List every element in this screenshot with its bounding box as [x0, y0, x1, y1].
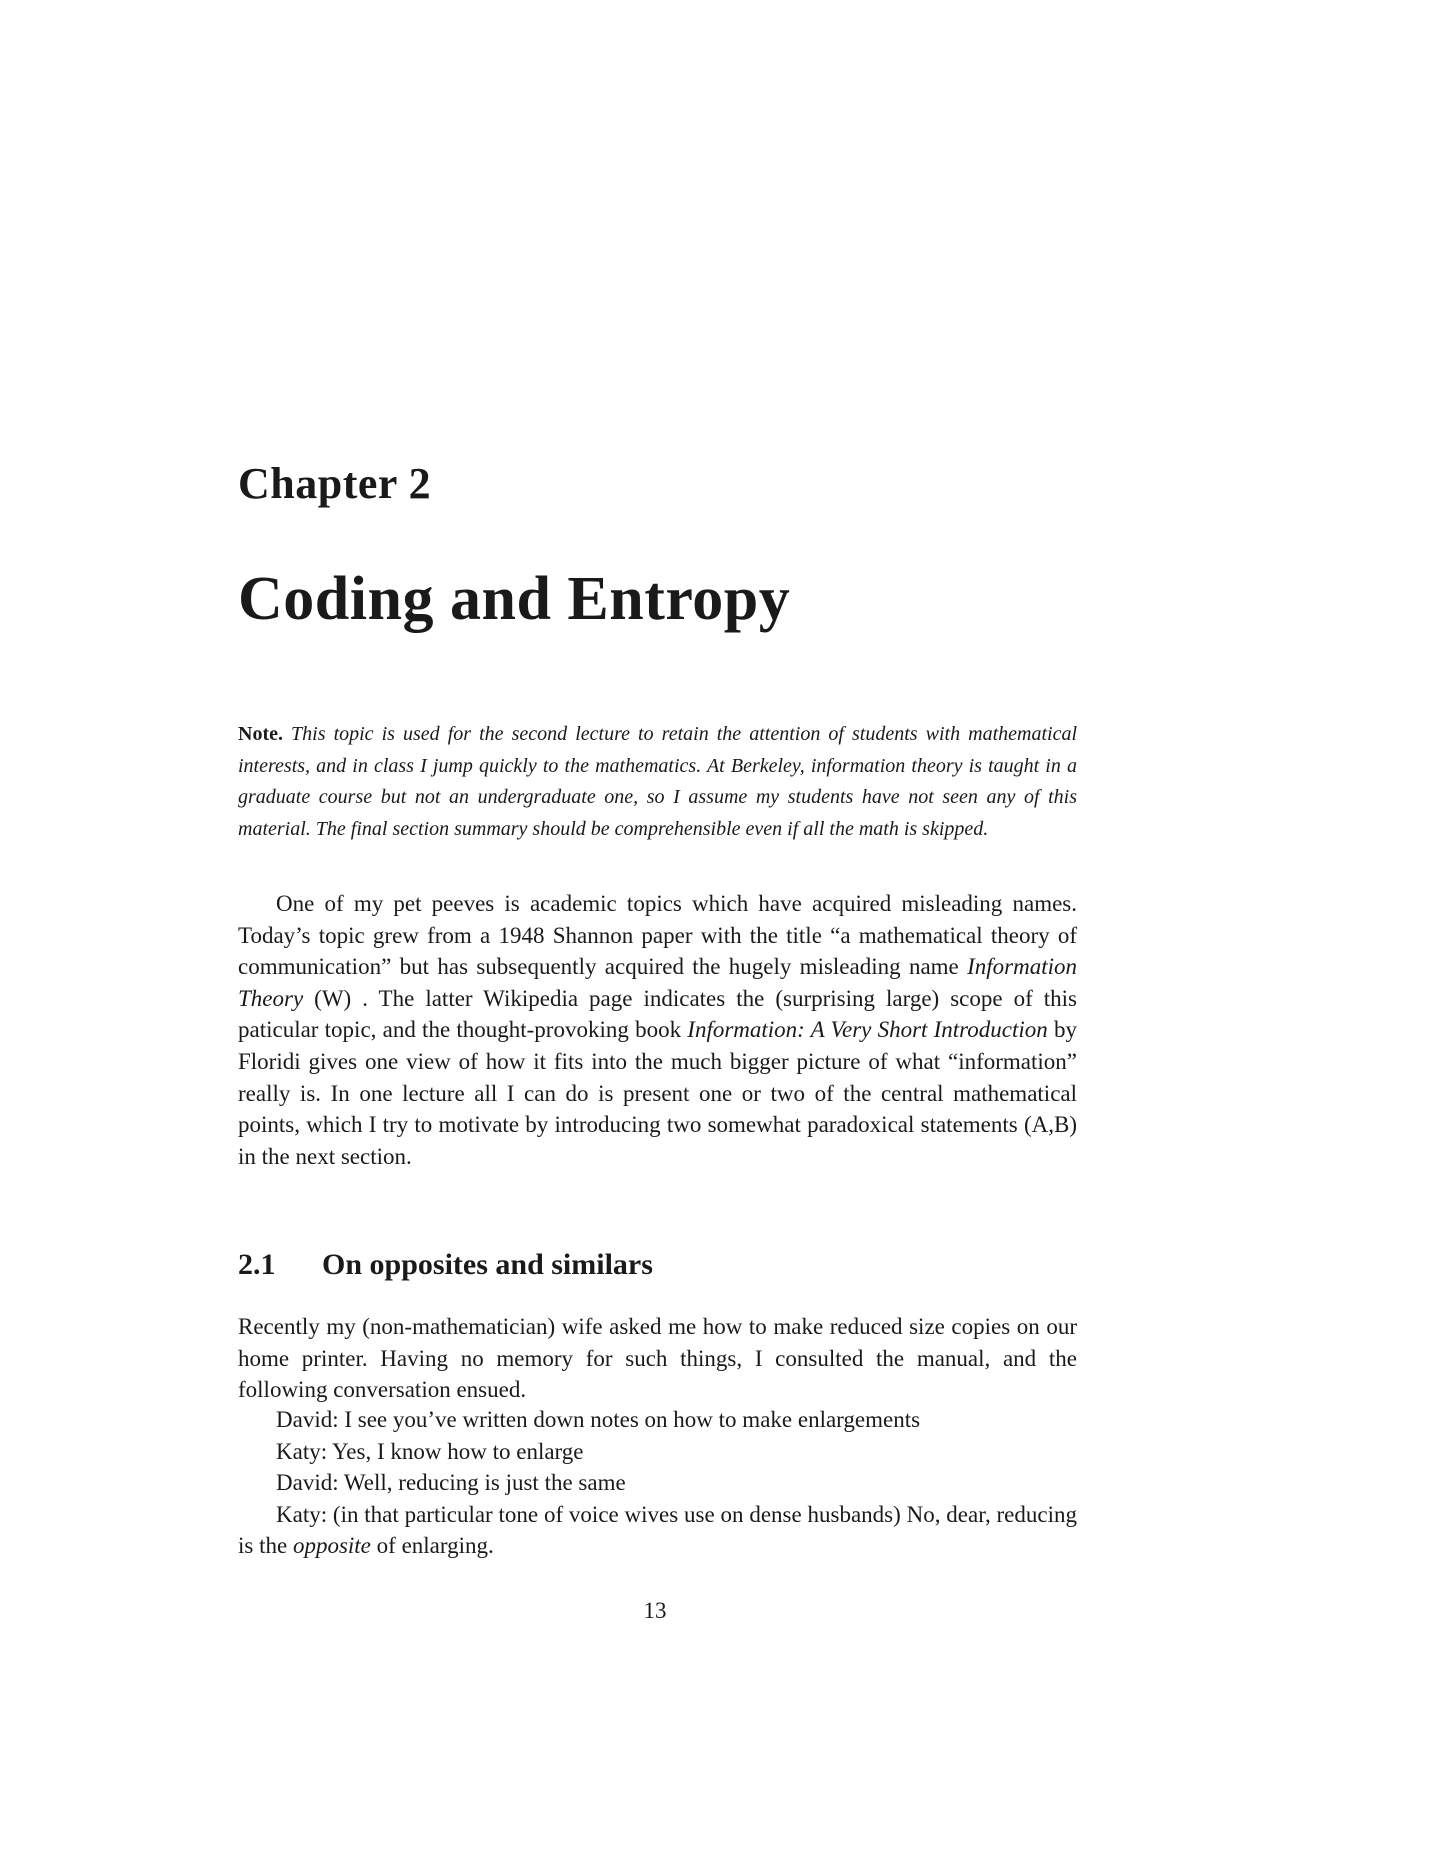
chapter-title: Coding and Entropy: [238, 565, 791, 633]
intro-text-3: by Floridi gives one view of how it fits into the much bigger picture of what “information” really is. In one lecture all I can do is present one or two of the central mathematical points, which I try to motivate by introducing two somewhat paradoxical statements (A,B) in the next section.: [238, 1017, 1077, 1169]
intro-paragraph: [238, 888, 1077, 1172]
dialogue-line-1: David: I see you’ve written down notes on how to make enlargements: [276, 1407, 921, 1432]
section-heading: [238, 1250, 1077, 1280]
note-paragraph: [238, 719, 1077, 845]
section-title: On opposites and similars: [322, 1248, 653, 1281]
intro-italic-book-title: Information: A Very Short Introduction: [687, 1017, 1048, 1043]
section-paragraph: Recently my (non-mathematician) wife asked me how to make reduced size copies on our home printer. Having no memory for such things, I consulted the manual, and the following conversation ensued.: [238, 1314, 1077, 1403]
section-number: 2.1: [238, 1248, 276, 1281]
intro-italic-information-theory: Information Theory: [238, 954, 1077, 1011]
chapter-label: Chapter 2: [238, 459, 432, 508]
dialogue-line-2: Katy: Yes, I know how to enlarge: [276, 1438, 584, 1464]
dialogue-line-4-text-2: of enlarging.: [370, 1533, 494, 1559]
note-body: This topic is used for the second lecture to retain the attention of students with mathematical interests, and in class I jump quickly to the mathematics. At Berkeley, information theory is taught in a graduate course but not an undergraduate one, so I assume my students have not seen any of this material. The final section summary should be comprehensible even if all the math is skipped.: [238, 723, 1078, 840]
intro-text-2: (W) . The latter Wikipedia page indicates the (surprising large) scope of this paticular topic, and the thought-provoking book: [238, 985, 1077, 1043]
page-number: 13: [643, 1598, 667, 1623]
dialogue-line-4-text-1: Katy: (in that particular tone of voice wives use on dense husbands) No, dear, reducing is the: [238, 1501, 1077, 1559]
dialogue: [238, 1404, 1077, 1562]
note-heading: Note.: [238, 723, 283, 745]
dialogue-line-3: David: Well, reducing is just the same: [276, 1470, 626, 1496]
intro-text-1: One of my pet peeves is academic topics which have acquired misleading names. Today’s topic grew from a 1948 Shannon paper with the title “a mathematical theory of communication” but has subsequently acquired the hugely misleading name: [238, 891, 1077, 980]
dialogue-line-4-italic: opposite: [292, 1533, 371, 1559]
dialogue-line-4: [238, 1499, 1077, 1562]
